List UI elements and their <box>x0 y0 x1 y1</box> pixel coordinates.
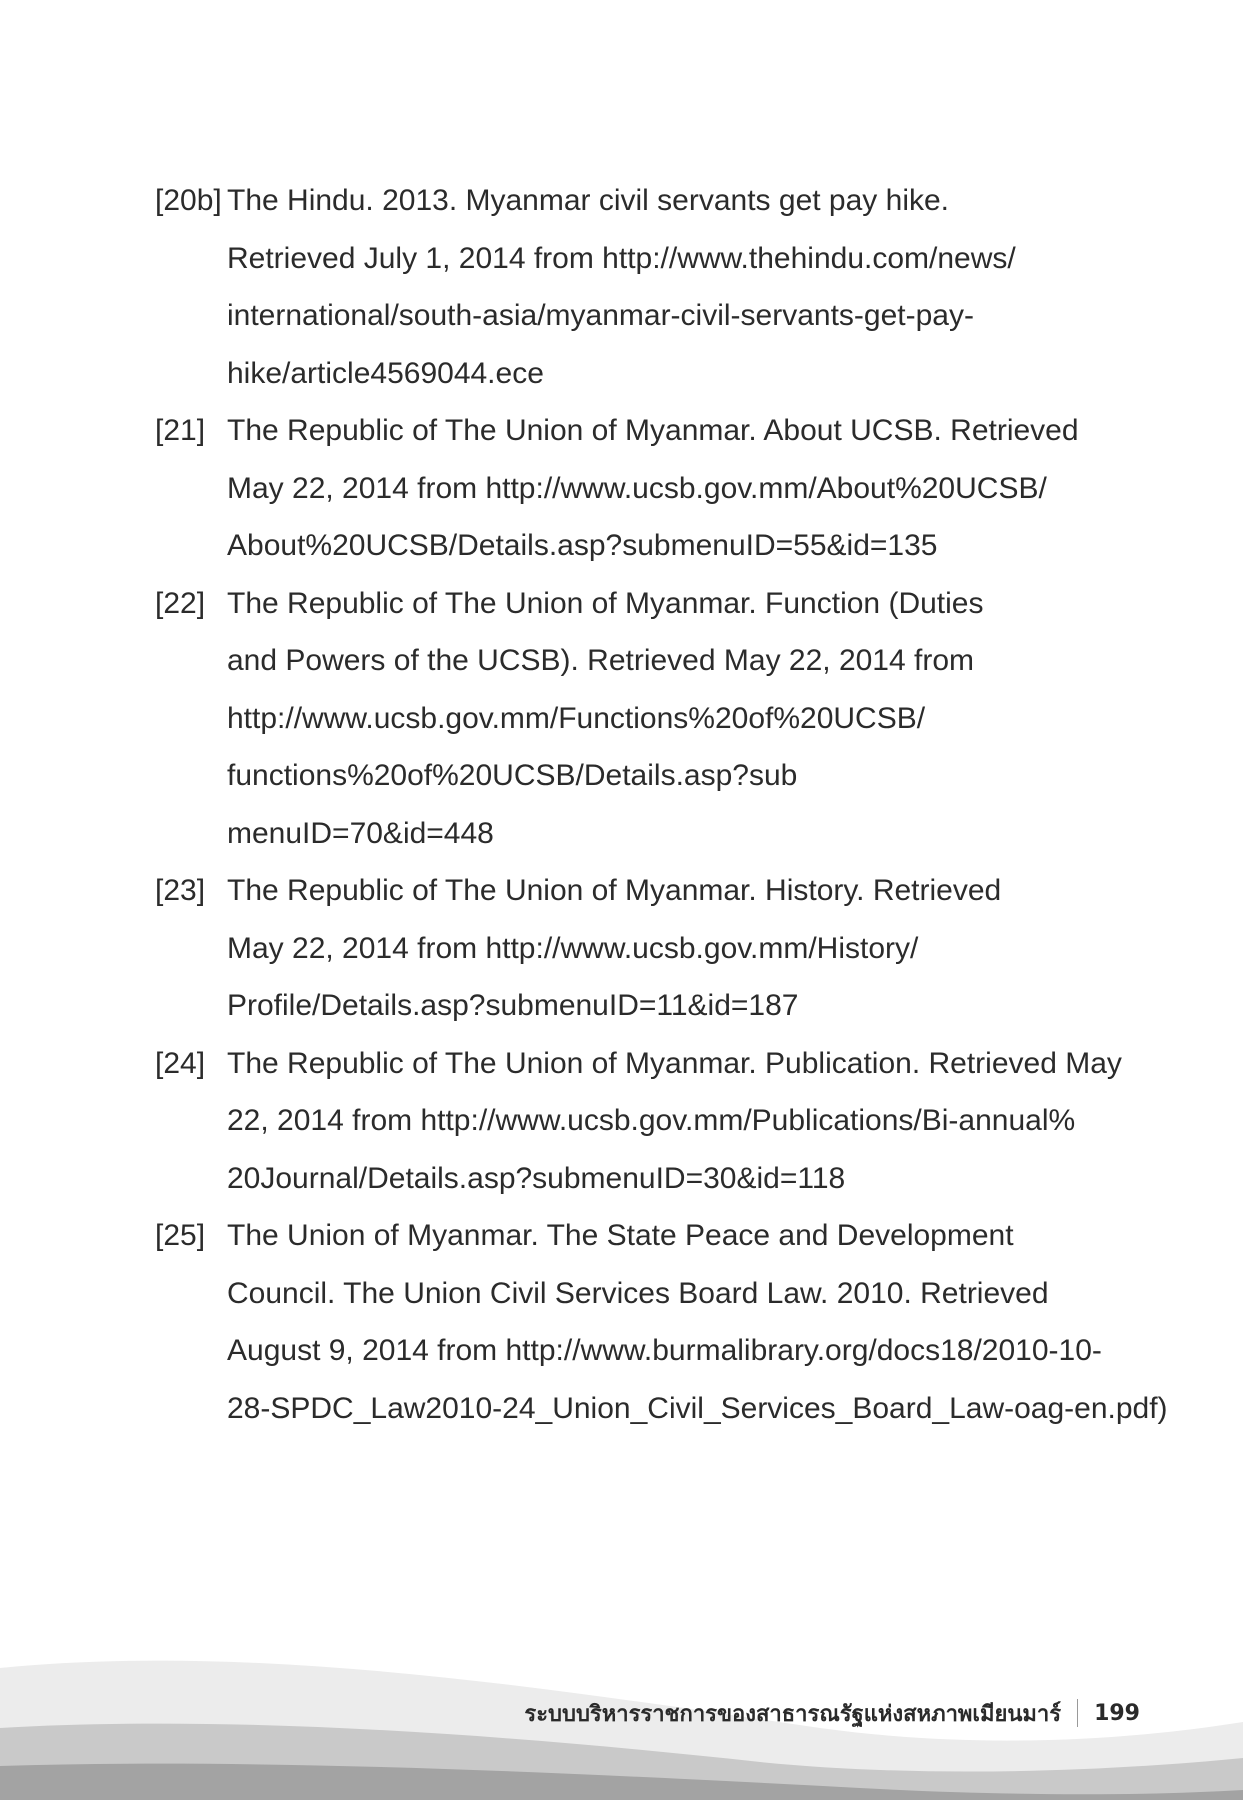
reference-line: The Republic of The Union of Myanmar. Publication. Retrieved May <box>227 1046 1122 1080</box>
reference-line: May 22, 2014 from http://www.ucsb.gov.mm/History/ <box>227 931 919 965</box>
reference-line: menuID=70&id=448 <box>227 816 494 850</box>
reference-line: The Republic of The Union of Myanmar. Function (Duties <box>227 586 984 620</box>
reference-line: Council. The Union Civil Services Board Law. 2010. Retrieved <box>227 1276 1049 1310</box>
reference-text <box>227 862 1155 1035</box>
reference-line: 28-SPDC_Law2010-24_Union_Civil_Services_Board_Law-oag-en.pdf) <box>227 1391 1168 1425</box>
reference-item <box>155 1207 1168 1437</box>
reference-number: [22] <box>155 586 206 620</box>
reference-number: [23] <box>155 874 206 907</box>
reference-line: The Republic of The Union of Myanmar. About UCSB. Retrieved <box>227 414 1079 447</box>
reference-line: About%20UCSB/Details.asp?submenuID=55&id=135 <box>227 529 938 562</box>
footer-separator <box>1077 1699 1078 1727</box>
reference-line: Profile/Details.asp?submenuID=11&id=187 <box>227 989 799 1022</box>
reference-line: The Union of Myanmar. The State Peace and Development <box>227 1219 1014 1252</box>
reference-text <box>227 1207 1168 1437</box>
reference-line: hike/article4569044.ece <box>227 356 544 390</box>
reference-number: [25] <box>155 1219 206 1252</box>
reference-text <box>227 172 1155 402</box>
reference-line: international/south-asia/myanmar-civil-servants-get-pay- <box>227 299 974 332</box>
reference-line: Retrieved July 1, 2014 from http://www.thehindu.com/news/ <box>227 241 1016 275</box>
reference-line: May 22, 2014 from http://www.ucsb.gov.mm/About%20UCSB/ <box>227 471 1047 505</box>
reference-line: 20Journal/Details.asp?submenuID=30&id=118 <box>227 1161 846 1195</box>
reference-line: functions%20of%20UCSB/Details.asp?sub <box>227 759 798 792</box>
reference-number: [21] <box>155 414 206 447</box>
reference-line: The Republic of The Union of Myanmar. History. Retrieved <box>227 874 1002 907</box>
footer <box>524 1693 1140 1733</box>
reference-line: The Hindu. 2013. Myanmar civil servants get pay hike. <box>227 184 950 217</box>
reference-text <box>227 575 1155 863</box>
reference-line: August 9, 2014 from http://www.burmalibrary.org/docs18/2010-10- <box>227 1334 1102 1367</box>
reference-item <box>155 172 1155 402</box>
reference-item <box>155 575 1155 863</box>
reference-line: and Powers of the UCSB). Retrieved May 22, 2014 from <box>227 644 975 677</box>
reference-line: 22, 2014 from http://www.ucsb.gov.mm/Publications/Bi-annual% <box>227 1104 1076 1137</box>
reference-item <box>155 1035 1155 1208</box>
reference-number: [24] <box>155 1046 206 1080</box>
footer-book-title: ระบบบริหารราชการของสาธารณรัฐแห่งสหภาพเมียนมาร์ <box>524 1701 1062 1727</box>
reference-list <box>155 172 1168 1437</box>
reference-text <box>227 402 1155 575</box>
reference-item <box>155 862 1155 1035</box>
page-number: 199 <box>1094 1700 1140 1726</box>
reference-text <box>227 1035 1155 1208</box>
reference-item <box>155 402 1155 575</box>
reference-line: http://www.ucsb.gov.mm/Functions%20of%20UCSB/ <box>227 701 926 735</box>
reference-number: [20b] <box>155 184 222 217</box>
